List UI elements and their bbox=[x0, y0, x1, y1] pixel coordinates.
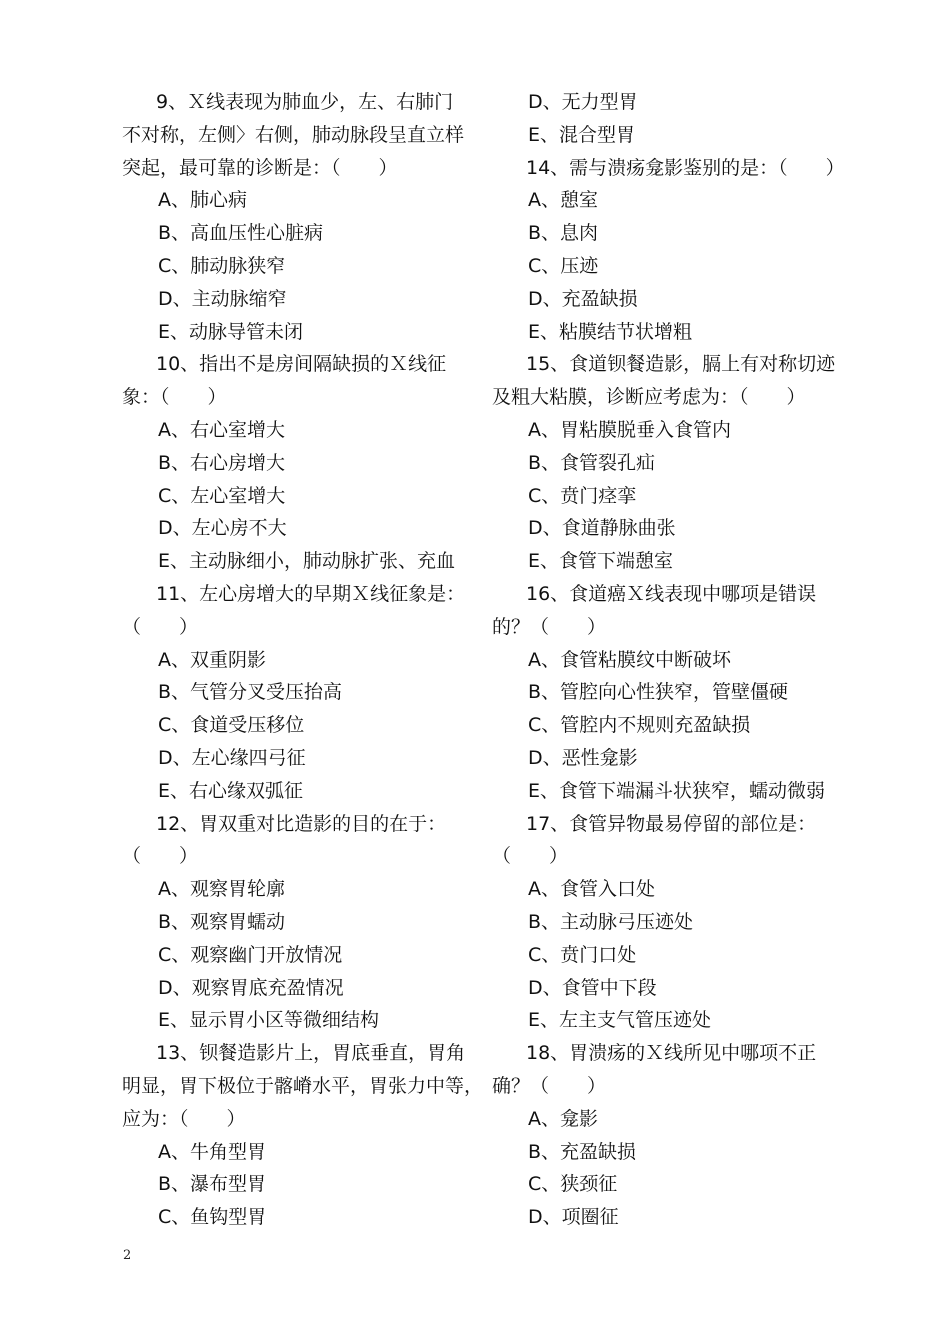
question-line: 13、钡餐造影片上，胃底垂直，胃角 bbox=[156, 1042, 466, 1065]
option-line: C、贲门痉挛 bbox=[528, 484, 637, 507]
option-line: A、双重阴影 bbox=[158, 648, 266, 671]
option-line: D、左心房不大 bbox=[158, 517, 287, 540]
question-continuation-line: 不对称，左侧〉右侧，肺动脉段呈直立样 bbox=[122, 123, 465, 146]
option-line: B、右心房增大 bbox=[158, 451, 286, 474]
option-line: D、主动脉缩窄 bbox=[158, 287, 287, 310]
option-line: A、牛角型胃 bbox=[158, 1140, 266, 1163]
question-line: 12、胃双重对比造影的目的在于： bbox=[156, 812, 447, 835]
option-line: D、左心缘四弓征 bbox=[158, 746, 306, 769]
option-line: C、食道受压移位 bbox=[158, 714, 305, 737]
question-continuation-line: 应为：（ ） bbox=[122, 1107, 246, 1130]
option-line: A、龛影 bbox=[528, 1107, 598, 1130]
option-line: B、充盈缺损 bbox=[528, 1140, 637, 1163]
question-line: 11、左心房增大的早期Ｘ线征象是： bbox=[156, 582, 466, 605]
option-line: A、右心室增大 bbox=[158, 418, 285, 441]
right-column bbox=[492, 86, 845, 1234]
option-line: C、狭颈征 bbox=[528, 1173, 618, 1196]
option-line: D、恶性龛影 bbox=[528, 746, 638, 769]
option-line: B、高血压性心脏病 bbox=[158, 222, 324, 245]
option-line: A、观察胃轮廓 bbox=[158, 878, 285, 901]
question-line: 10、指出不是房间隔缺损的Ｘ线征 bbox=[156, 353, 447, 376]
option-line: E、食管下端憩室 bbox=[528, 550, 674, 573]
question-continuation-line: （ ） bbox=[122, 615, 199, 638]
option-line: C、压迹 bbox=[528, 254, 599, 277]
option-line: B、气管分叉受压抬高 bbox=[158, 681, 343, 704]
option-line: A、食管粘膜纹中断破坏 bbox=[528, 648, 731, 671]
question-line: 17、食管异物最易停留的部位是： bbox=[526, 812, 817, 835]
page-number: 2 bbox=[123, 1248, 132, 1263]
option-line: C、管腔内不规则充盈缺损 bbox=[528, 714, 751, 737]
question-continuation-line: （ ） bbox=[492, 845, 569, 868]
option-line: C、左心室增大 bbox=[158, 484, 286, 507]
question-line: 14、需与溃疡龛影鉴别的是：（ ） bbox=[526, 156, 845, 179]
question-continuation-line: 及粗大粘膜，诊断应考虑为：（ ） bbox=[492, 386, 806, 409]
left-column bbox=[122, 86, 484, 1234]
option-line: A、食管入口处 bbox=[528, 878, 655, 901]
option-line: D、充盈缺损 bbox=[528, 287, 638, 310]
option-line: B、瀑布型胃 bbox=[158, 1173, 267, 1196]
option-line: A、胃粘膜脱垂入食管内 bbox=[528, 418, 731, 441]
question-line: 9、Ｘ线表现为肺血少，左、右肺门 bbox=[156, 91, 454, 113]
question-continuation-line: 的？（ ） bbox=[492, 615, 607, 638]
option-line: D、无力型胃 bbox=[528, 91, 638, 113]
option-line: E、左主支气管压迹处 bbox=[528, 1009, 712, 1032]
option-line: B、主动脉弓压迹处 bbox=[528, 910, 694, 933]
option-line: C、肺动脉狭窄 bbox=[158, 254, 286, 277]
option-line: D、项圈征 bbox=[528, 1206, 619, 1229]
option-line: E、主动脉细小，肺动脉扩张、充血 bbox=[158, 550, 456, 573]
option-line: A、憩室 bbox=[528, 189, 598, 212]
question-continuation-line: 明显，胃下极位于髂嵴水平，胃张力中等， bbox=[122, 1074, 484, 1097]
option-line: E、动脉导管未闭 bbox=[158, 320, 304, 343]
option-line: E、混合型胃 bbox=[528, 123, 636, 146]
option-line: B、食管裂孔疝 bbox=[528, 451, 656, 474]
option-line: A、肺心病 bbox=[158, 189, 247, 212]
option-line: C、观察幽门开放情况 bbox=[158, 943, 343, 966]
option-line: C、鱼钩型胃 bbox=[158, 1206, 267, 1229]
option-line: E、粘膜结节状增粗 bbox=[528, 320, 693, 343]
option-line: E、右心缘双弧征 bbox=[158, 779, 304, 802]
question-line: 16、食道癌Ｘ线表现中哪项是错误 bbox=[526, 582, 817, 605]
option-line: E、显示胃小区等微细结构 bbox=[158, 1009, 380, 1032]
option-line: D、食道静脉曲张 bbox=[528, 517, 676, 540]
option-line: B、管腔向心性狭窄，管壁僵硬 bbox=[528, 681, 789, 704]
option-line: B、观察胃蠕动 bbox=[158, 910, 286, 933]
question-continuation-line: 确？（ ） bbox=[492, 1074, 607, 1097]
option-line: D、观察胃底充盈情况 bbox=[158, 976, 344, 999]
question-line: 15、食道钡餐造影，膈上有对称切迹 bbox=[526, 353, 836, 376]
question-continuation-line: （ ） bbox=[122, 845, 199, 868]
question-continuation-line: 突起，最可靠的诊断是：（ ） bbox=[122, 156, 398, 179]
question-continuation-line: 象：（ ） bbox=[122, 386, 227, 409]
option-line: C、贲门口处 bbox=[528, 943, 637, 966]
option-line: B、息肉 bbox=[528, 222, 599, 245]
option-line: E、食管下端漏斗状狭窄，蠕动微弱 bbox=[528, 779, 826, 802]
question-line: 18、胃溃疡的Ｘ线所见中哪项不正 bbox=[526, 1042, 817, 1065]
option-line: D、食管中下段 bbox=[528, 976, 657, 999]
